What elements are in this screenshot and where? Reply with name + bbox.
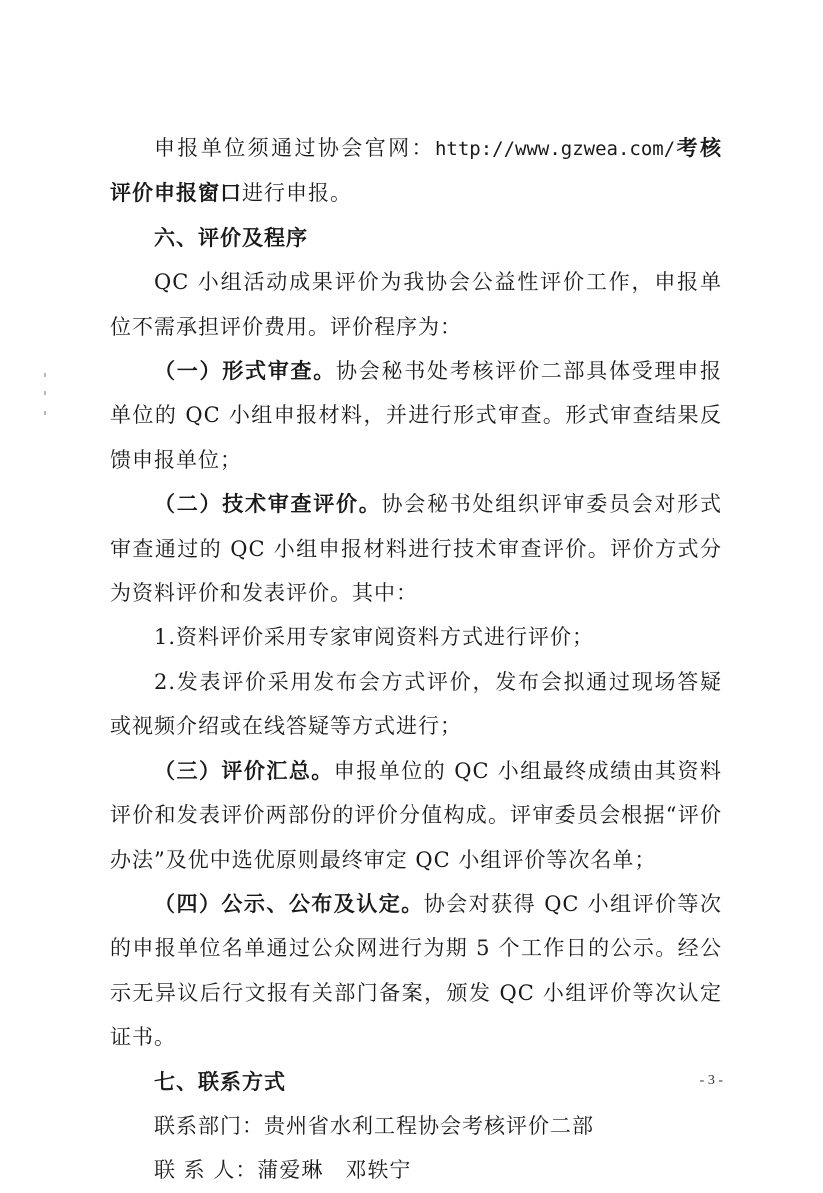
page-number: - 3 - [699,1073,723,1088]
step2-title: （二）技术审查评价。 [154,491,382,517]
scan-artifact [44,373,46,377]
step1-text: 协会秘书处考核评价二部具体受理申报单位的 QC 小组申报材料，并进行形式审查。形式审查结果反馈申报单位； [110,359,722,472]
document-body [110,126,722,1193]
step3-paragraph [110,749,722,882]
scan-artifact [44,391,46,395]
contact-person: 联 系 人：蒲爱琳 邓轶宁 [154,1158,412,1183]
scan-artifact [44,411,46,415]
list-item-1: 1.资料评价采用专家审阅资料方式进行评价； [154,625,595,650]
submission-text: 申报单位须通过协会官网： [154,136,435,160]
step3-title: （三）评价汇总。 [154,757,334,783]
step4-text: 协会对获得 QC 小组评价等次的申报单位名单通过公众网进行为期 5 个工作日的公示。经公示无异议后行文报有关部门备案，颁发 QC 小组评价等次认定证书。 [110,891,723,1050]
submission-paragraph [110,126,722,216]
step3-text: 申报单位的 QC 小组最终成绩由其资料评价和发表评价两部份的评价分值构成。评审委员会根据“评价办法”及优中选优原则最终审定 QC 小组评价等次名单； [110,758,723,872]
contact-department: 联系部门：贵州省水利工程协会考核评价二部 [154,1113,594,1138]
step2-text: 协会秘书处组织评审委员会对形式审查通过的 QC 小组申报材料进行技术审查评价。评价方式分为资料评价和发表评价。其中： [110,492,722,606]
submission-url: http://www.gzwea.com/ [434,138,676,160]
step4-title: （四）公示、公布及认定。 [154,890,424,916]
step1-title: （一）形式审查。 [154,358,336,384]
submission-text-end: 进行申报。 [242,181,352,206]
step1-paragraph [110,349,722,482]
step4-paragraph [110,882,722,1060]
submission-window: 考核评价申报窗口 [110,135,723,206]
section6-title: 六、评价及程序 [154,224,308,250]
section6-intro: QC 小组活动成果评价为我协会公益性评价工作，申报单位不需承担评价费用。评价程序为： [110,270,722,339]
step2-paragraph [110,482,722,615]
list-item-2: 2.发表评价采用发布会方式评价，发布会拟通过现场答疑或视频介绍或在线答疑等方式进行； [110,669,722,739]
section7-title: 七、联系方式 [154,1068,286,1094]
